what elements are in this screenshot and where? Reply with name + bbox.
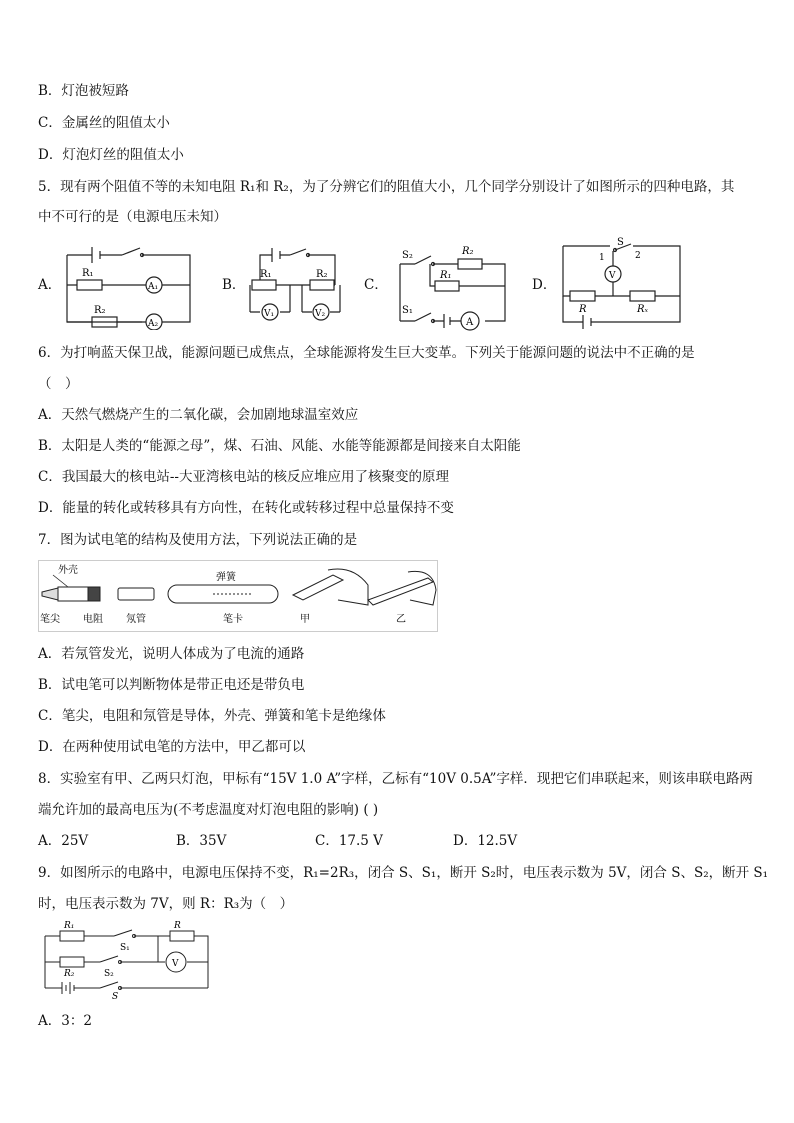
q8-stem-line1: 8．实验室有甲、乙两只灯泡，甲标有“15V 1.0 A”字样，乙标有“10V 0.5A”字样．现把它们串联起来，则该串联电路两 (38, 771, 753, 787)
q7-label-jia: 甲 (300, 614, 310, 625)
q7-label-neguan: 氖管 (126, 614, 146, 625)
q5d-1-label: 1 (599, 253, 605, 263)
q5a-a1-label: A₁ (148, 282, 159, 292)
q5d-s-label: S (617, 237, 624, 248)
q6-option-a: A．天然气燃烧产生的二氧化碳，会加剧地球温室效应 (38, 407, 359, 423)
q8-option-d: D．12.5V (453, 833, 518, 849)
q5d-rx-label: Rₓ (637, 304, 649, 315)
q9-stem-line1: 9．如图所示的电路中，电源电压保持不变，R₁=2R₃，闭合 S、S₁，断开 S₂时，电压表示数为 5V，闭合 S、S₂，断开 S₁ (38, 865, 769, 881)
q7-label-yi: 乙 (396, 614, 406, 625)
q6-stem: 6．为打响蓝天保卫战，能源问题已成焦点，全球能源将发生巨大变革。下列关于能源问题的说法中不正确的是 (38, 345, 695, 361)
q4-option-b: B．灯泡被短路 (38, 83, 129, 99)
q7-option-a: A．若氖管发光，说明人体成为了电流的通路 (38, 646, 305, 662)
q5a-r1-label: R₁ (82, 268, 94, 279)
q8-option-c: C．17.5 V (315, 833, 383, 849)
q7-label-dianzu: 电阻 (83, 614, 103, 625)
q8-option-a: A．25V (38, 833, 89, 849)
q5-stem-line1: 5．现有两个阻值不等的未知电阻 R₁和 R₂，为了分辨它们的阻值大小，几个同学分别设计了如图所示的四种电路，其 (38, 179, 735, 195)
q5-circuit-c (390, 236, 520, 336)
q5b-r1-label: R₁ (260, 269, 272, 280)
q5d-v-label: V (609, 271, 616, 281)
q5d-2-label: 2 (635, 251, 641, 261)
q9-option-a: A．3：2 (38, 1013, 92, 1029)
q5c-s1-label: S₁ (402, 305, 413, 316)
q9-r2-label: R₂ (64, 969, 75, 979)
q5-circuit-d (555, 236, 690, 336)
q4-option-c: C．金属丝的阻值太小 (38, 115, 170, 131)
q5b-r2-label: R₂ (316, 269, 328, 280)
q8-option-b: B．35V (176, 833, 227, 849)
q9-circuit-figure (40, 920, 215, 1000)
q5c-r1-label: R₁ (440, 270, 452, 281)
q5c-r2-label: R₂ (462, 246, 474, 257)
q5c-s2-label: S₂ (402, 250, 413, 261)
q9-r1-label: R₁ (64, 921, 75, 931)
q6-option-d: D．能量的转化或转移具有方向性，在转化或转移过程中总量保持不变 (38, 500, 454, 516)
q5a-a2-label: A₂ (148, 319, 159, 329)
q5-label-a: A． (38, 277, 62, 293)
q5-label-d: D． (532, 277, 557, 293)
q5b-v2-label: V₂ (315, 309, 326, 319)
q8-stem-line2: 端允许加的最高电压为(不考虑温度对灯泡电阻的影响) ( ) (38, 802, 379, 818)
q6-option-c: C．我国最大的核电站--大亚湾核电站的核反应堆应用了核聚变的原理 (38, 469, 449, 485)
q5-label-b: B． (222, 277, 246, 293)
q7-label-bika: 笔卡 (223, 614, 243, 625)
q9-r-label: R (174, 921, 181, 931)
q7-option-d: D．在两种使用试电笔的方法中，甲乙都可以 (38, 739, 306, 755)
q7-label-bijian: 笔尖 (40, 614, 60, 625)
q7-test-pen-figure (38, 560, 438, 632)
q9-s-label: S (112, 992, 119, 1000)
q7-label-waike: 外壳 (58, 565, 78, 576)
q5-stem-line2: 中不可行的是（电源电压未知） (38, 209, 227, 225)
q5-circuit-b (240, 240, 360, 330)
q5c-a-label: A (466, 317, 474, 328)
q6-paren: （ ） (38, 376, 79, 392)
q7-option-c: C．笔尖，电阻和氖管是导体，外壳、弹簧和笔卡是绝缘体 (38, 708, 386, 724)
q5a-r2-label: R₂ (94, 305, 106, 316)
q9-s1-label: S₁ (120, 943, 130, 953)
q5-label-c: C． (364, 277, 388, 293)
q7-label-tanhuang: 弹簧 (216, 572, 236, 583)
q5-circuit-a (62, 240, 202, 330)
q7-option-b: B．试电笔可以判断物体是带正电还是带负电 (38, 677, 305, 693)
q7-stem: 7．图为试电笔的结构及使用方法，下列说法正确的是 (38, 532, 358, 548)
q9-s2-label: S₂ (104, 969, 114, 979)
q9-v-label: V (172, 959, 179, 969)
q4-option-d: D．灯泡灯丝的阻值太小 (38, 147, 184, 163)
q9-stem-line2: 时，电压表示数为 7V，则 R：R₃为（ ） (38, 896, 294, 912)
q5b-v1-label: V₁ (264, 309, 275, 319)
q5d-r-label: R (579, 304, 587, 315)
q6-option-b: B．太阳是人类的“能源之母”，煤、石油、风能、水能等能源都是间接来自太阳能 (38, 438, 521, 454)
